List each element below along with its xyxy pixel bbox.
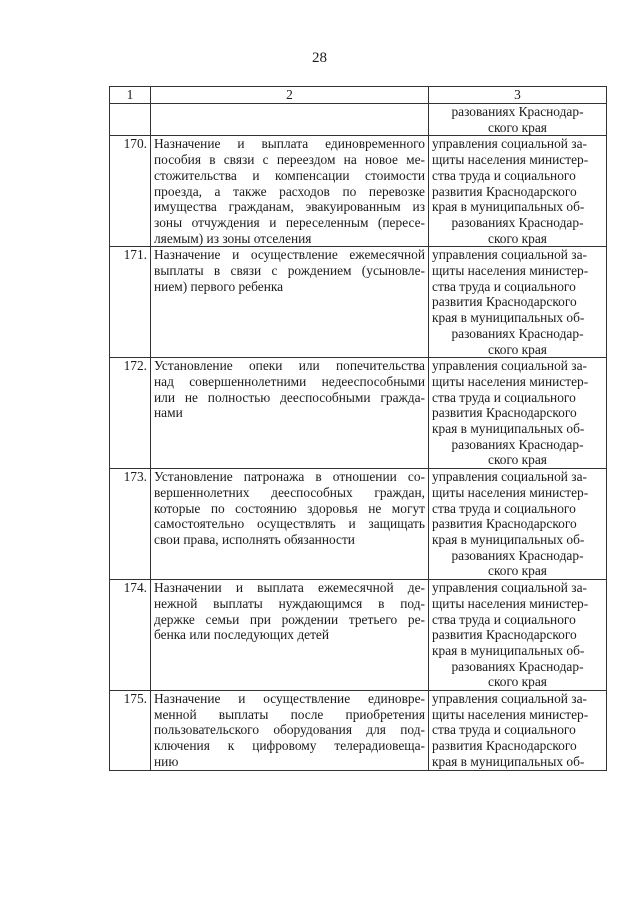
org-line: ского края	[488, 452, 547, 468]
continuation-desc-cell	[151, 104, 429, 136]
responsible-organization	[429, 691, 607, 771]
org-line: развития Краснодарского	[432, 294, 577, 310]
row-number: 172.	[110, 358, 151, 469]
description-line: выплаты в связи с рождением (усыновле-	[154, 263, 425, 279]
org-line: края в муниципальных об-	[432, 642, 585, 658]
org-line: ского края	[488, 674, 547, 690]
row-number: 174.	[110, 580, 151, 691]
description-line: пользовательского оборудования для под-	[154, 722, 425, 738]
description-line: Назначение и осуществление единовре-	[154, 691, 425, 707]
row-number: 170.	[110, 136, 151, 247]
description-line: нежной выплаты нуждающимся в под-	[154, 595, 425, 611]
row-number: 171.	[110, 247, 151, 358]
table-row	[110, 358, 607, 469]
description-line: менной выплаты после приобретения	[154, 706, 425, 722]
service-description	[151, 580, 429, 691]
continuation-num-cell	[110, 104, 151, 136]
org-line: развития Краснодарского	[432, 627, 577, 643]
responsible-organization	[429, 247, 607, 358]
description-line: которые по состоянию здоровья не могут	[154, 500, 425, 516]
responsible-organization	[429, 136, 607, 247]
org-line: ства труда и социального	[432, 722, 576, 738]
org-line: развития Краснодарского	[432, 738, 577, 754]
description-line: Назначении и выплата ежемесячной де-	[154, 580, 425, 596]
org-line: разованиях Краснодар-	[451, 547, 584, 563]
row-number: 173.	[110, 469, 151, 580]
org-line: управления социальной за-	[432, 580, 587, 596]
table-row	[110, 691, 607, 771]
org-line: края в муниципальных об-	[432, 310, 585, 326]
description-line: нием) первого ребенка	[154, 278, 284, 294]
org-line: развития Краснодарского	[432, 516, 577, 532]
org-line: щиты населения министер-	[432, 152, 589, 168]
table-row	[110, 469, 607, 580]
service-description	[151, 691, 429, 771]
description-line: держке семьи при рождении третьего ре-	[154, 611, 425, 627]
org-line: края в муниципальных об-	[432, 199, 585, 215]
org-line: разованиях Краснодар-	[451, 325, 584, 341]
description-line: вершеннолетних дееспособных граждан,	[154, 484, 425, 500]
table-row	[110, 136, 607, 247]
description-line: Назначение и осуществление ежемесячной	[154, 247, 425, 263]
org-line: управления социальной за-	[432, 358, 587, 374]
description-line: стожительства и компенсации стоимости	[154, 167, 425, 183]
description-line: зоны отчуждения и переселенным (пересе-	[154, 214, 425, 230]
org-line: края в муниципальных об-	[432, 421, 585, 437]
services-table	[109, 86, 607, 771]
row-number: 175.	[110, 691, 151, 771]
org-line: щиты населения министер-	[432, 706, 589, 722]
org-line: ского края	[488, 341, 547, 357]
org-line: края в муниципальных об-	[432, 531, 585, 547]
description-line: Установление опеки или попечительства	[154, 358, 425, 374]
org-line: щиты населения министер-	[432, 263, 589, 279]
table-row	[110, 247, 607, 358]
header-col-2: 2	[151, 87, 429, 104]
continuation-org-cell	[429, 104, 607, 136]
responsible-organization	[429, 580, 607, 691]
org-line: ства труда и социального	[432, 500, 576, 516]
org-line: щиты населения министер-	[432, 373, 589, 389]
org-line: ского края	[488, 230, 547, 246]
responsible-organization	[429, 358, 607, 469]
description-line: Установление патронажа в отношении со-	[154, 469, 425, 485]
header-col-3: 3	[429, 87, 607, 104]
description-line: самостоятельно осуществлять и защищать	[154, 516, 425, 532]
description-line: ляемым) из зоны отселения	[154, 230, 312, 246]
org-line: ского края	[488, 119, 547, 135]
description-line: пособия в связи с переездом на новое ме-	[154, 152, 425, 168]
description-line: ключения к цифровому телерадиовеща-	[154, 738, 425, 754]
header-col-1: 1	[110, 87, 151, 104]
responsible-organization	[429, 469, 607, 580]
description-line: проезда, а также расходов по перевозке	[154, 183, 425, 199]
description-line: бенка или последующих детей	[154, 627, 330, 643]
table-row	[110, 580, 607, 691]
org-line: ства труда и социального	[432, 278, 576, 294]
org-line: развития Краснодарского	[432, 183, 577, 199]
description-line: нами	[154, 405, 183, 421]
continuation-row	[110, 104, 607, 136]
description-line: свои права, исполнять обязанности	[154, 531, 355, 547]
org-line: разованиях Краснодар-	[451, 214, 584, 230]
org-line: управления социальной за-	[432, 136, 587, 152]
description-line: над совершеннолетними недееспособными	[154, 373, 425, 389]
description-line: или не полностью дееспособными гражда-	[154, 389, 425, 405]
org-line: развития Краснодарского	[432, 405, 577, 421]
description-line: Назначение и выплата единовременного	[154, 136, 425, 152]
org-line: управления социальной за-	[432, 469, 587, 485]
description-line: имущества гражданам, эвакуированным из	[154, 199, 425, 215]
service-description	[151, 358, 429, 469]
org-line: ства труда и социального	[432, 389, 576, 405]
description-line: нию	[154, 753, 179, 769]
org-line: ства труда и социального	[432, 611, 576, 627]
org-line: края в муниципальных об-	[432, 753, 585, 769]
org-line: разованиях Краснодар-	[451, 104, 584, 119]
org-line: разованиях Краснодар-	[451, 658, 584, 674]
service-description	[151, 247, 429, 358]
org-line: ства труда и социального	[432, 167, 576, 183]
org-line: управления социальной за-	[432, 691, 587, 707]
page-number: 28	[312, 50, 327, 66]
table-header-row	[110, 87, 607, 104]
org-line: разованиях Краснодар-	[451, 436, 584, 452]
org-line: щиты населения министер-	[432, 484, 589, 500]
service-description	[151, 136, 429, 247]
org-line: щиты населения министер-	[432, 595, 589, 611]
org-line: ского края	[488, 563, 547, 579]
service-description	[151, 469, 429, 580]
org-line: управления социальной за-	[432, 247, 587, 263]
